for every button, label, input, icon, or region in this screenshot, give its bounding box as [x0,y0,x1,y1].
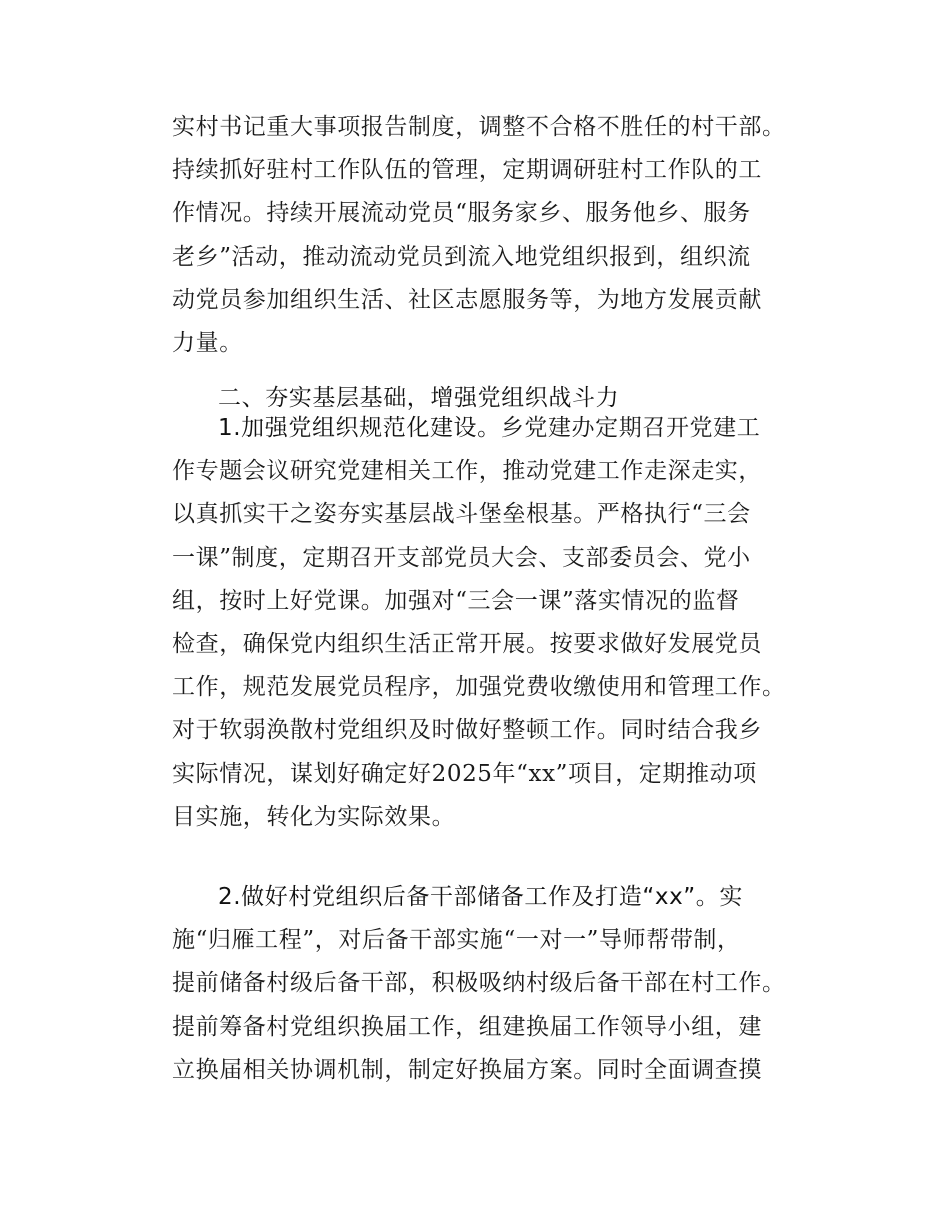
text-line: 检查，确保党内组织生活正常开展。按要求做好发展党员 [172,631,762,658]
paragraph-2 [172,876,792,1092]
section-heading: 二、夯实基层基础，增强党组织战斗力 [218,385,620,411]
text-line: 组，按时上好党课。加强对“三会一课”落实情况的监督 [172,587,740,614]
text-segment: 实 [719,884,744,910]
text-segment: 乡党建办定期召开党建工 [500,415,761,441]
text-line: 工作，规范发展党员程序，加强党费收缴使用和管理工作。 [172,674,786,701]
text-line: 以真抓实干之姿夯实基层战斗堡垒根基。严格执行“三会 [172,501,751,528]
text-line: 施“归雁工程”，对后备干部实施“一对一”导师帮带制， [172,927,741,954]
text-line: 老乡”活动，推动流动党员到流入地党组织报到，组织流 [172,243,751,270]
paragraph-lead: 2.做好村党组织后备干部储备工作及打造“xx”。 [218,884,720,910]
text-line: 一课”制度，定期召开支部党员大会、支部委员会、党小 [172,544,751,571]
text-line: 力量。 [172,330,243,357]
paragraph-lead: 1.加强党组织规范化建设。 [218,415,501,441]
text-line: 实村书记重大事项报告制度，调整不合格不胜任的村干部。 [172,114,786,140]
text-line: 实际情况，谋划好确定好2025年“xx”项目，定期推动项 [172,760,757,787]
text-line: 对于软弱涣散村党组织及时做好整顿工作。同时结合我乡 [172,717,762,744]
text-line: 作专题会议研究党建相关工作，推动党建工作走深走实， [172,458,762,485]
text-line: 持续抓好驻村工作队伍的管理，定期调研驻村工作队的工 [172,157,762,184]
paragraph-continuation [172,106,792,365]
text-line: 动党员参加组织生活、社区志愿服务等，为地方发展贡献 [172,286,762,313]
paragraph-1 [172,407,792,839]
text-line: 立换届相关协调机制，制定好换届方案。同时全面调查摸 [172,1056,762,1083]
text-line-first [172,407,792,450]
text-line: 目实施，转化为实际效果。 [172,803,456,830]
text-line-first [172,876,792,919]
text-line: 提前筹备村党组织换届工作，组建换届工作领导小组，建 [172,1013,762,1040]
text-line: 作情况。持续开展流动党员“服务家乡、服务他乡、服务 [172,200,751,227]
text-line: 提前储备村级后备干部，积极吸纳村级后备干部在村工作。 [172,970,786,997]
